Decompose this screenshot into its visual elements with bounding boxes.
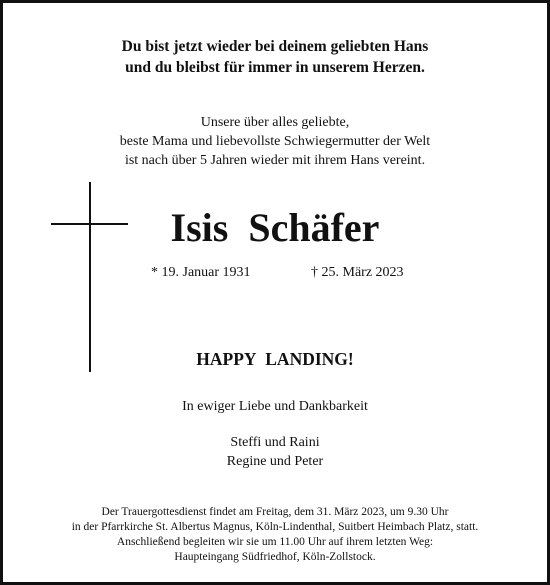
intro-line-2: beste Mama und liebevollste Schwiegermutter der Welt [119,134,431,149]
motto-line-1: Du bist jetzt wieder bei deinem geliebten Hans [121,38,429,55]
closing-line: In ewiger Liebe und Dankbarkeit [182,399,368,414]
service-line-1: Der Trauergottesdienst findet am Freitag, dem 31. März 2023, um 9.30 Uhr [101,506,449,518]
service-line-3: Anschließend begleiten wir sie um 11.00 Uhr auf ihrem letzten Weg: [116,536,434,548]
intro-line-1: Unsere über alles geliebte, [200,115,350,130]
service-line-2: in der Pfarrkirche St. Albertus Magnus, Köln-Lindenthal, Suitbert Heimbach Platz, statt. [71,521,479,533]
mourners-line-1: Steffi und Raini [230,435,320,450]
intro-line-3: ist nach über 5 Jahren wieder mit ihrem Hans vereint. [124,153,426,168]
motto-line-2: und du bleibst für immer in unserem Herzen. [125,59,425,76]
farewell-heading: HAPPY LANDING! [196,349,354,369]
service-line-4: Haupteingang Südfriedhof, Köln-Zollstock. [174,551,376,563]
birth-date: * 19. Januar 1931 [151,265,251,280]
deceased-name: Isis Schäfer [170,205,380,250]
mourners-line-2: Regine und Peter [226,454,324,469]
death-date: † 25. März 2023 [311,265,404,280]
